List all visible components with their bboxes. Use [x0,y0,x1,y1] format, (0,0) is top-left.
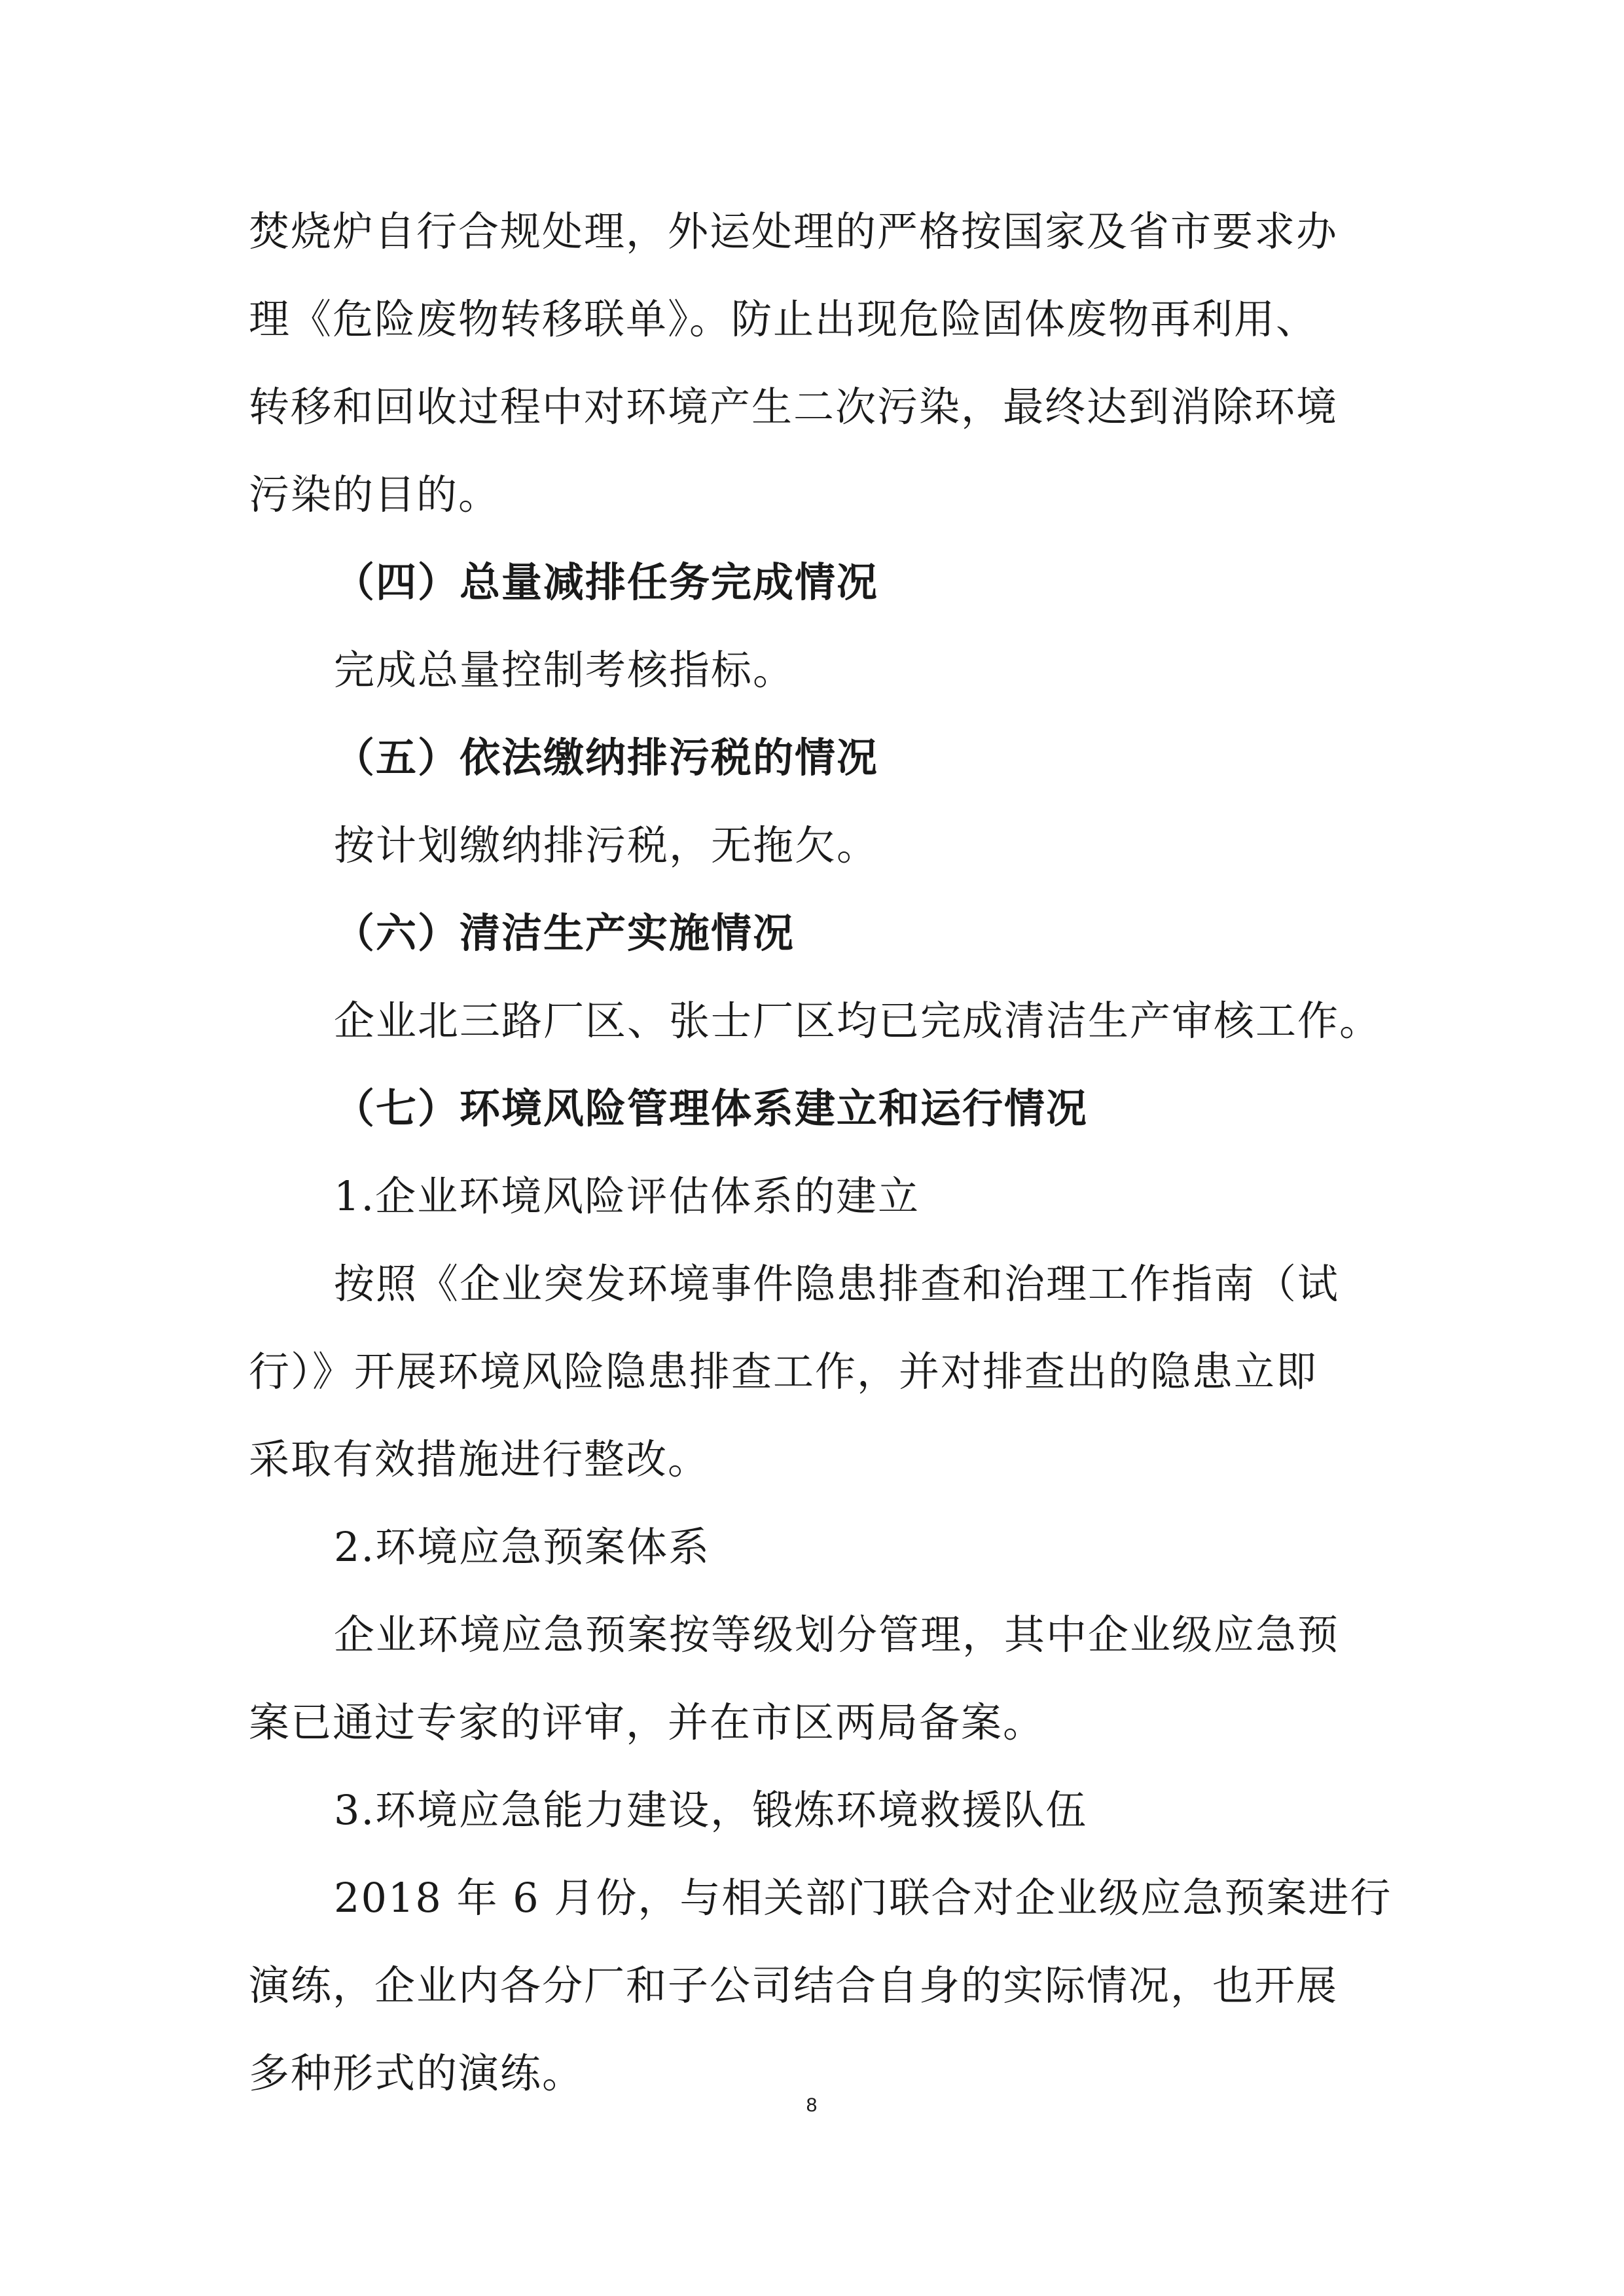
subsection-heading: 1.企业环境风险评估体系的建立 [334,1172,920,1220]
subsection-heading: 2.环境应急预案体系 [334,1523,711,1571]
subsection-heading: 3.环境应急能力建设，锻炼环境救援队伍 [334,1786,1088,1834]
body-text-line: 2018 年 6 月份，与相关部门联合对企业级应急预案进行 [334,1874,1392,1922]
body-text-line: 转移和回收过程中对环境产生二次污染，最终达到消除环境 [249,383,1339,431]
body-text-line: 按计划缴纳排污税，无拖欠。 [334,821,879,869]
body-text-line: 演练，企业内各分厂和子公司结合自身的实际情况，也开展 [249,1962,1339,2009]
body-text-line: 完成总量控制考核指标。 [334,646,795,694]
body-text-line: 理《危险废物转移联单》。防止出现危险固体废物再利用、 [249,295,1318,343]
section-heading: （四）总量减排任务完成情况 [334,558,879,606]
body-text-line: 案已通过专家的评审，并在市区两局备案。 [249,1698,1045,1746]
body-text-line: 按照《企业突发环境事件隐患排查和治理工作指南（试 [334,1260,1340,1308]
body-text-line: 焚烧炉自行合规处理，外运处理的严格按国家及省市要求办 [249,207,1339,255]
body-text-line: 行）》开展环境风险隐患排查工作，并对排查出的隐患立即 [249,1348,1318,1395]
body-text-line: 企业环境应急预案按等级划分管理，其中企业级应急预 [334,1611,1340,1659]
section-heading: （五）依法缴纳排污税的情况 [334,734,879,781]
body-text-line: 采取有效措施进行整改。 [249,1435,710,1483]
page-number: 8 [806,2094,818,2116]
body-text-line: 企业北三路厂区、张士厂区均已完成清洁生产审核工作。 [334,997,1382,1045]
body-text-line: 污染的目的。 [249,471,501,518]
body-text-line: 多种形式的演练。 [249,2049,585,2097]
section-heading: （七）环境风险管理体系建立和运行情况 [334,1085,1089,1132]
section-heading: （六）清洁生产实施情况 [334,909,795,957]
